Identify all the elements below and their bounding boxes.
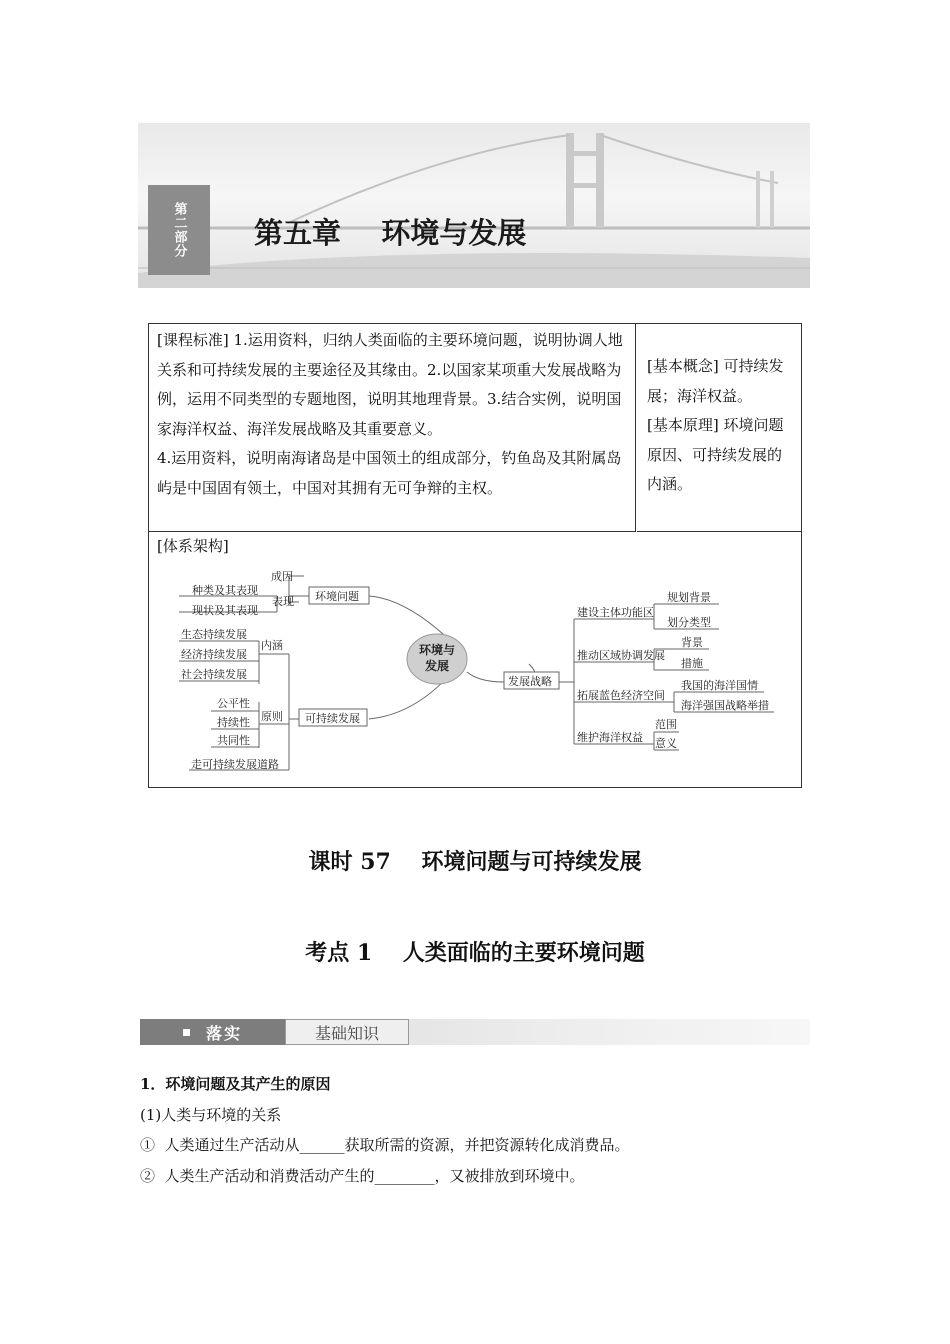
concepts-principles — [637, 324, 801, 532]
lesson-title: 课时 57 环境问题与可持续发展 — [308, 849, 642, 875]
overview-box — [148, 323, 802, 788]
node-rights-scope: 范围 — [655, 718, 677, 731]
curriculum-text-2: 4.运用资料，说明南海诸岛是中国领土的组成部分，钓鱼岛及其附属岛屿是中国固有领土，中国对其拥有无可争辩的主权。 — [157, 449, 622, 497]
node-manifest: 表现 — [272, 595, 294, 608]
node-blue-2: 海洋强国战略举措 — [681, 699, 769, 712]
node-rights: 维护海洋权益 — [577, 731, 643, 744]
content-body — [140, 1069, 810, 1191]
architecture-label: [体系架构] — [157, 537, 229, 555]
node-connotation: 内涵 — [261, 639, 283, 652]
bridge-illustration — [138, 123, 810, 288]
section-tag-label: 落实 — [205, 1023, 242, 1043]
node-blue: 拓展蓝色经济空间 — [577, 689, 665, 702]
principle-text: 环境问题原因、可持续发展的内涵。 — [647, 416, 784, 493]
node-region-measures: 措施 — [681, 657, 703, 670]
center-label-2: 发展 — [424, 659, 450, 673]
node-eco: 生态持续发展 — [181, 628, 247, 641]
bullet-square-icon — [183, 1029, 190, 1036]
node-principle: 原则 — [261, 710, 283, 723]
part-badge: 第二部分 — [148, 185, 210, 275]
node-region-bg: 背景 — [681, 636, 703, 649]
node-road: 走可持续发展道路 — [191, 758, 279, 771]
node-strategy: 发展战略 — [508, 675, 552, 688]
node-zone: 建设主体功能区 — [577, 606, 654, 619]
mind-map — [149, 554, 801, 784]
exam-point-title: 考点 1 人类面临的主要环境问题 — [305, 940, 645, 966]
node-continuity: 持续性 — [217, 716, 250, 729]
content-item-2: ② 人类生产活动和消费活动产生的________，又被排放到环境中。 — [140, 1166, 585, 1185]
section-label: 基础知识 — [285, 1019, 409, 1045]
node-status: 现状及其表现 — [192, 604, 258, 617]
curriculum-text: 1.运用资料，归纳人类面临的主要环境问题，说明协调人地关系和可持续发展的主要途径及其缘由。2.以国家某项重大发展战略为例，运用不同类型的专题地图，说明其地理背景。3.结合实例，说明国家海洋权益、海洋发展战略及其重要意义。 — [157, 331, 623, 438]
node-econ: 经济持续发展 — [181, 648, 247, 661]
node-social: 社会持续发展 — [181, 668, 247, 681]
node-zone-bg: 规划背景 — [667, 591, 711, 604]
node-common: 共同性 — [217, 734, 250, 747]
chapter-banner — [138, 123, 810, 288]
principle-tag: [基本原理] — [647, 416, 719, 434]
curriculum-tag: [课程标准] — [157, 331, 229, 349]
node-sustainable: 可持续发展 — [305, 712, 360, 725]
node-region: 推动区域协调发展 — [577, 649, 665, 662]
chapter-title: 第五章 环境与发展 — [254, 216, 527, 250]
concept-tag: [基本概念] — [647, 357, 719, 375]
node-types: 种类及其表现 — [192, 584, 258, 597]
content-subheading: (1)人类与环境的关系 — [140, 1105, 282, 1124]
node-cause: 成因 — [271, 570, 293, 583]
node-env-problem: 环境问题 — [315, 590, 359, 603]
node-blue-1: 我国的海洋国情 — [681, 679, 758, 692]
curriculum-standards — [149, 324, 636, 532]
content-item-1: ① 人类通过生产活动从______获取所需的资源，并把资源转化成消费品。 — [140, 1136, 630, 1154]
node-zone-types: 划分类型 — [667, 616, 711, 629]
section-tag — [140, 1019, 285, 1045]
section-bar — [140, 1019, 810, 1045]
node-rights-meaning: 意义 — [655, 737, 677, 750]
concept-text: 可持续发展；海洋权益。 — [647, 357, 784, 405]
node-fair: 公平性 — [217, 697, 250, 710]
content-heading: 1．环境问题及其产生的原因 — [140, 1075, 331, 1093]
center-label-1: 环境与 — [418, 643, 456, 657]
